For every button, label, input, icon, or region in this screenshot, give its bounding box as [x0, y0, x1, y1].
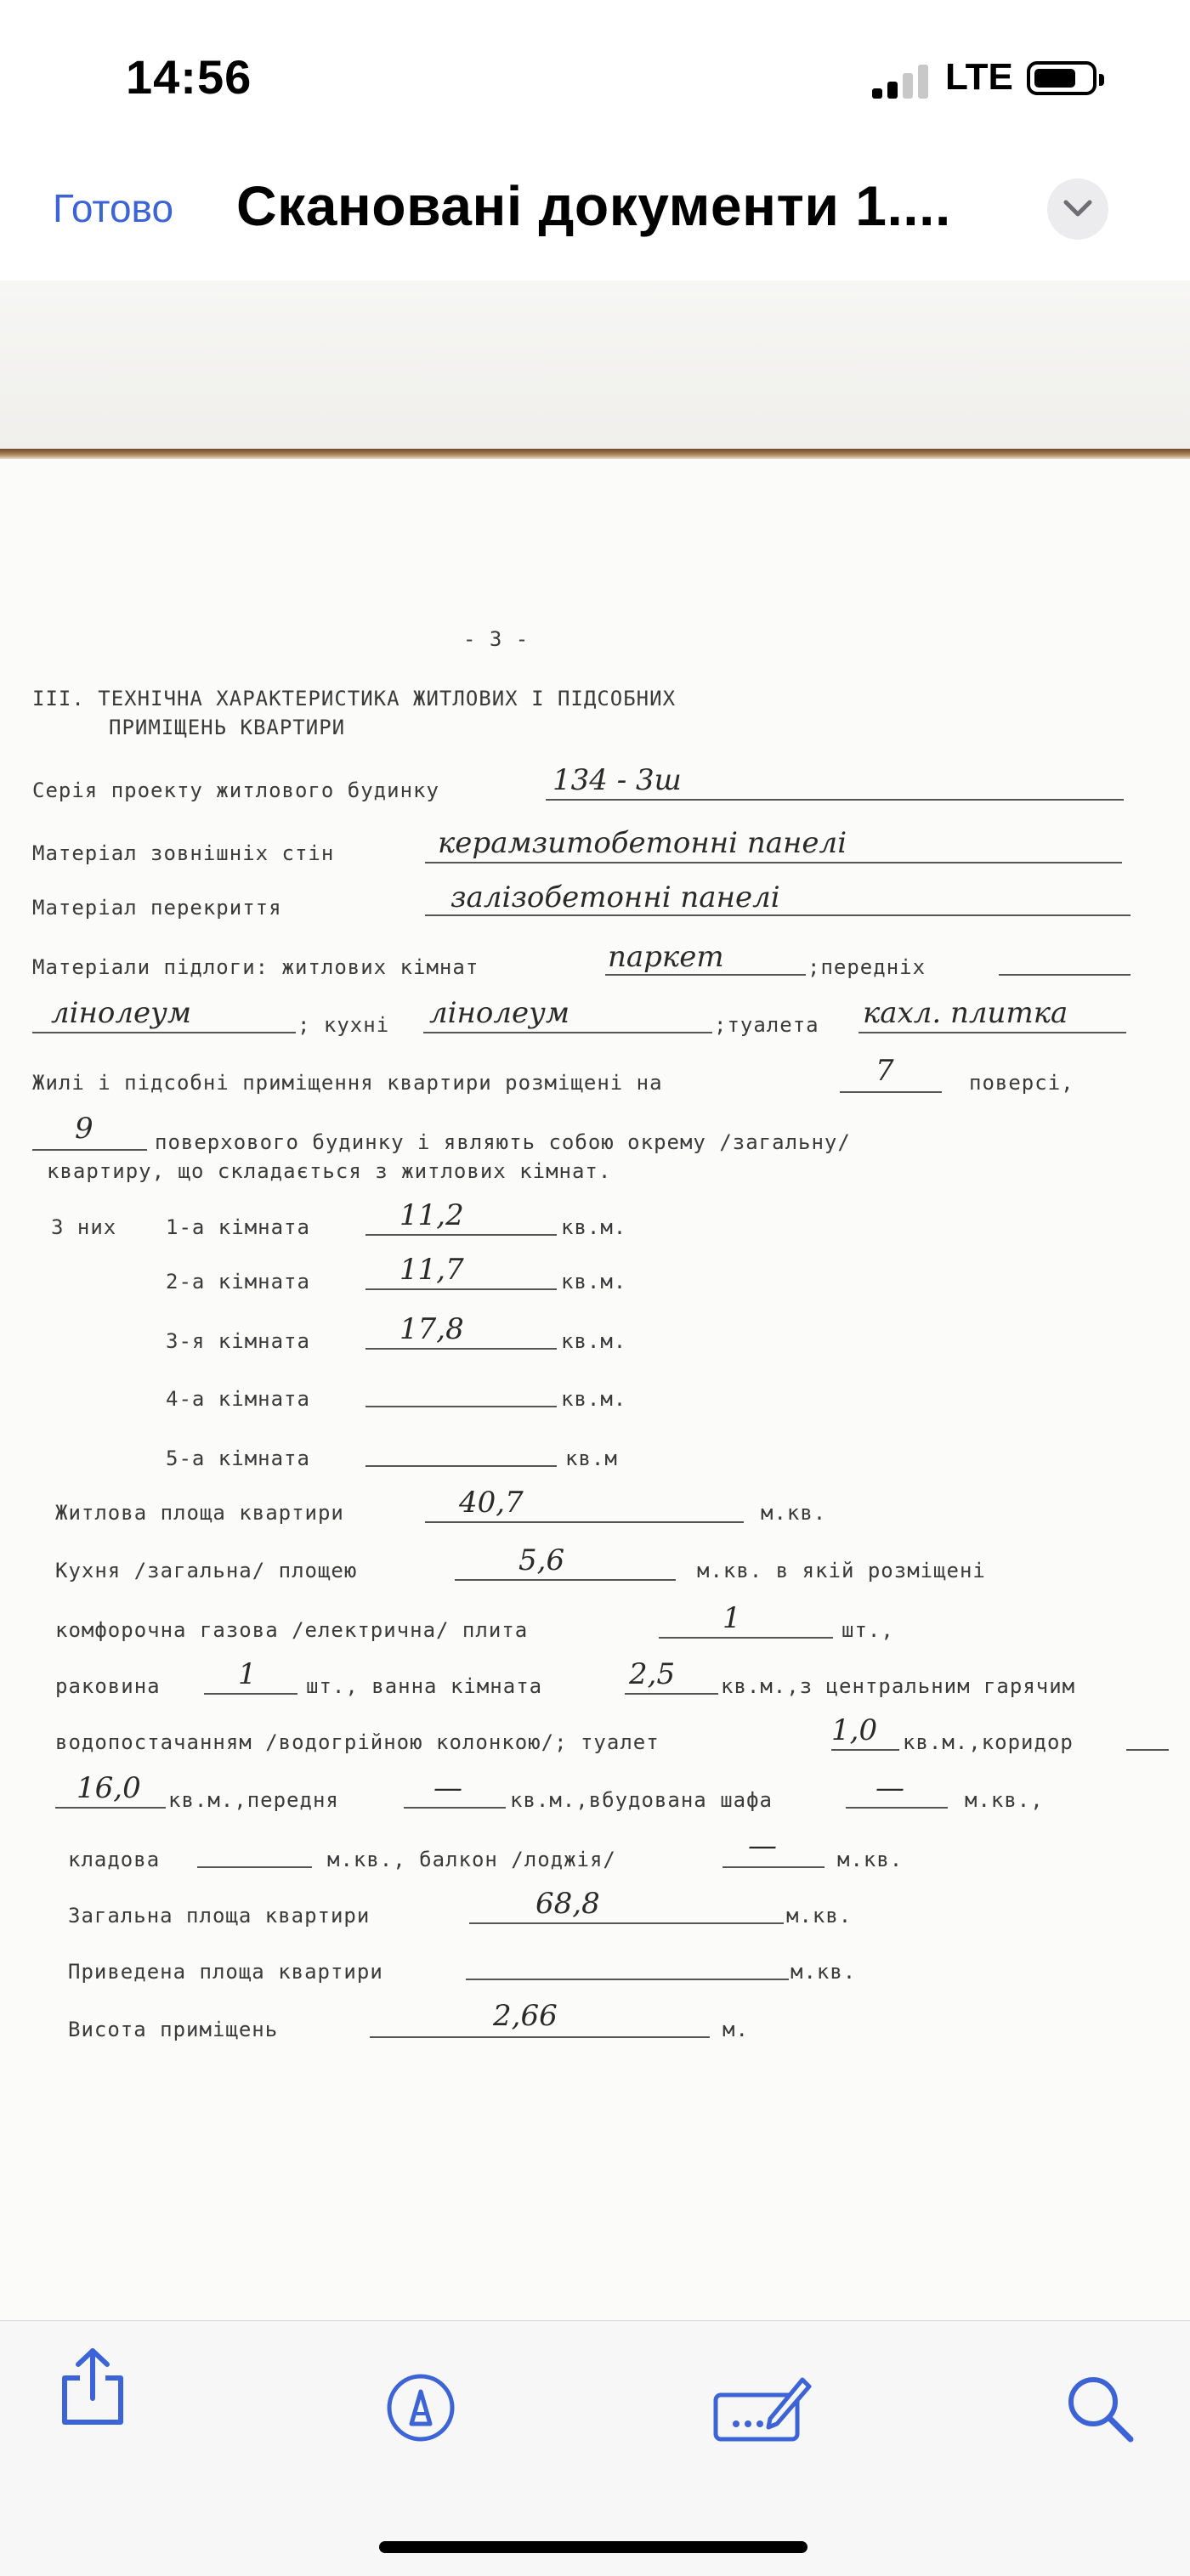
bath-label: шт., ванна кімната	[306, 1674, 543, 1698]
balcony-unit: м.кв.	[837, 1848, 904, 1871]
living-area-label: Житлова площа квартири	[55, 1501, 344, 1525]
location-text: Жилі і підсобні приміщення квартири розміщені на	[32, 1071, 663, 1095]
room-2-value: 11,7	[400, 1253, 464, 1287]
kitchen-suffix: м.кв. в якій розміщені	[697, 1559, 986, 1582]
pantry-label: кладова	[68, 1848, 161, 1871]
height-value: 2,66	[493, 1999, 558, 2033]
floor-rooms-value: паркет	[608, 940, 724, 974]
height-unit: м.	[722, 2018, 749, 2041]
stove-value: 1	[722, 1601, 741, 1635]
share-icon[interactable]	[54, 2344, 131, 2429]
room-3-label: 3-я кімната	[166, 1329, 310, 1353]
water-label: водопостачанням /водогрійною колонкою/; туалет	[55, 1730, 660, 1754]
room-3-value: 17,8	[400, 1312, 464, 1346]
series-label: Серія проекту житлового будинку	[32, 778, 439, 802]
page-number: - 3 -	[463, 627, 530, 651]
network-type: LTE	[945, 56, 1013, 98]
status-bar	[0, 0, 1190, 161]
wardrobe-value: —	[876, 1771, 904, 1805]
room-4-unit: кв.м.	[561, 1387, 627, 1411]
apartment-text: квартиру, що складається з житлових кімнат.	[47, 1159, 612, 1183]
room-5-label: 5-а кімната	[166, 1447, 310, 1470]
corridor-value: 16,0	[76, 1771, 141, 1805]
floor-kitchen-value: лінолеум	[429, 996, 570, 1030]
floor-number: 7	[876, 1054, 894, 1088]
status-time: 14:56	[126, 50, 252, 104]
room-1-value: 11,2	[400, 1198, 464, 1232]
building-text: поверхового будинку і являють собою окрему /загальну/	[155, 1130, 851, 1154]
stove-unit: шт.,	[842, 1618, 894, 1642]
hall-value: —	[434, 1771, 462, 1805]
floor-hall-label: ;передніх	[808, 955, 926, 979]
kitchen-label: Кухня /загальна/ площею	[55, 1559, 358, 1582]
battery-icon	[1027, 61, 1096, 95]
room-1-unit: кв.м.	[561, 1215, 627, 1239]
series-value: 134 - 3ш	[552, 763, 682, 797]
height-label: Висота приміщень	[68, 2018, 279, 2041]
hall-label: кв.м.,передня	[168, 1788, 339, 1812]
done-button[interactable]: Готово	[53, 186, 174, 230]
living-area-value: 40,7	[459, 1486, 524, 1520]
building-floors: 9	[75, 1112, 94, 1146]
chevron-down-icon	[1062, 195, 1093, 223]
ceiling-value: залізобетонні панелі	[450, 880, 780, 914]
living-area-unit: м.кв.	[761, 1501, 827, 1525]
floor-hall-value: лінолеум	[51, 996, 192, 1030]
room-2-label: 2-а кімната	[166, 1270, 310, 1294]
stove-label: комфорочна газова /електрична/ плита	[55, 1618, 529, 1642]
room-4-label: 4-а кімната	[166, 1387, 310, 1411]
bath-suffix: кв.м.,з центральним гарячим	[721, 1674, 1076, 1698]
title-menu-button[interactable]	[1047, 178, 1108, 240]
room-1-label: 1-а кімната	[166, 1215, 310, 1239]
document-title: Скановані документи 1....	[236, 174, 951, 237]
section-heading-line-2: ПРИМІЩЕНЬ КВАРТИРИ	[109, 716, 346, 739]
bottom-toolbar	[0, 2320, 1190, 2576]
floor-kitchen-label: ; кухні	[298, 1013, 390, 1037]
floor-toilet-label: ;туалета	[714, 1013, 819, 1037]
markup-icon[interactable]	[384, 2371, 457, 2444]
signature-icon[interactable]	[711, 2369, 813, 2446]
corridor-label: кв.м.,коридор	[903, 1730, 1074, 1754]
total-area-unit: м.кв.	[786, 1904, 853, 1928]
floor-suffix: поверсі,	[969, 1071, 1074, 1095]
toilet-value: 1,0	[831, 1713, 878, 1747]
wardrobe-label: кв.м.,вбудована шафа	[510, 1788, 773, 1812]
previous-page-edge	[0, 280, 1190, 450]
room-3-unit: кв.м.	[561, 1329, 627, 1353]
floor-rooms-label: Матеріали підлоги: житлових кімнат	[32, 955, 479, 979]
room-5-unit: кв.м	[565, 1447, 618, 1470]
bath-value: 2,5	[629, 1657, 676, 1691]
page-divider	[0, 449, 1190, 459]
balcony-label: м.кв., балкон /лоджія/	[327, 1848, 616, 1871]
sink-label: раковина	[55, 1674, 161, 1698]
home-indicator[interactable]	[379, 2541, 808, 2553]
section-heading-line-1: III. ТЕХНІЧНА ХАРАКТЕРИСТИКА ЖИТЛОВИХ І ПІДСОБНИХ	[32, 687, 677, 711]
reduced-area-label: Приведена площа квартири	[68, 1960, 383, 1984]
reduced-area-unit: м.кв.	[790, 1960, 857, 1984]
walls-label: Матеріал зовнішніх стін	[32, 841, 335, 865]
total-area-label: Загальна площа квартири	[68, 1904, 371, 1928]
sink-value: 1	[238, 1657, 257, 1691]
room-2-unit: кв.м.	[561, 1270, 627, 1294]
walls-value: керамзитобетонні панелі	[438, 826, 847, 860]
total-area-value: 68,8	[536, 1887, 600, 1921]
scanned-document	[0, 280, 1190, 2320]
rooms-prefix: З них	[51, 1215, 117, 1239]
ceiling-label: Матеріал перекриття	[32, 896, 282, 920]
signal-icon	[872, 65, 930, 99]
search-icon[interactable]	[1062, 2371, 1139, 2448]
kitchen-value: 5,6	[518, 1543, 565, 1577]
floor-toilet-value: кахл. плитка	[863, 996, 1068, 1030]
wardrobe-unit: м.кв.,	[965, 1788, 1044, 1812]
balcony-value: —	[748, 1829, 777, 1863]
